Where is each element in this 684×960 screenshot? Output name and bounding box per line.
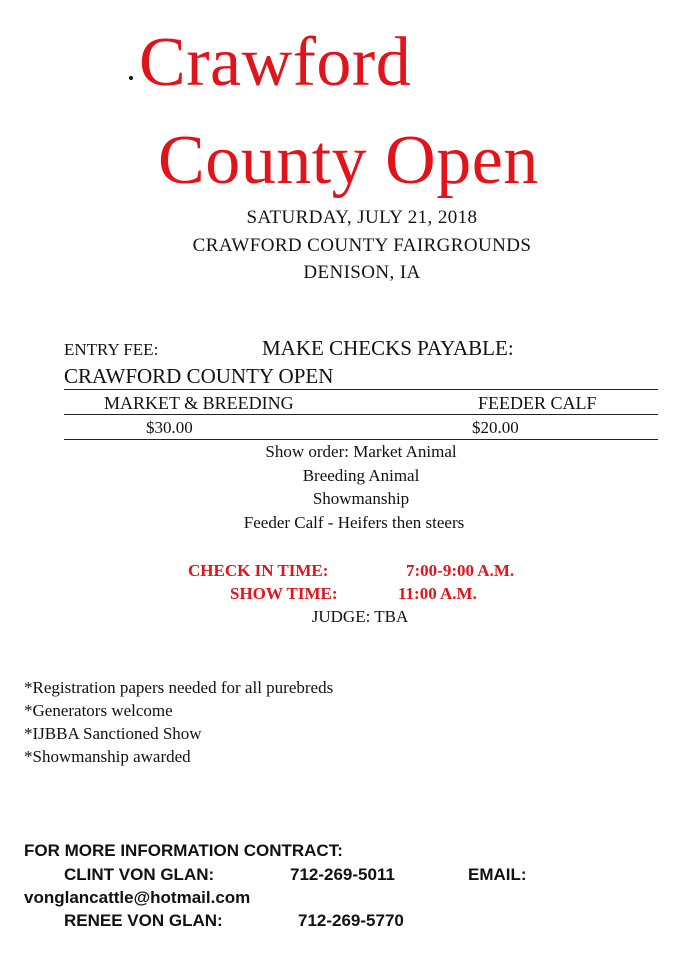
- note-item: *Registration papers needed for all purebreds: [24, 678, 334, 697]
- judge: JUDGE: TBA: [311, 607, 409, 626]
- title-line-1: Crawford: [139, 24, 412, 101]
- table-rule-top: [64, 389, 658, 390]
- event-venue: CRAWFORD COUNTY FAIRGROUNDS: [192, 235, 532, 256]
- show-order-line-1: Show order: Market Animal: [265, 442, 457, 461]
- contact-heading: FOR MORE INFORMATION CONTRACT:: [24, 841, 343, 860]
- event-date: SATURDAY, JULY 21, 2018: [246, 207, 478, 228]
- contact-person-2-phone: 712-269-5770: [298, 911, 404, 930]
- contact-person-1-phone: 712-269-5011: [290, 865, 395, 884]
- show-order-line-3: Showmanship: [312, 489, 410, 508]
- payable-label: MAKE CHECKS PAYABLE:: [262, 336, 514, 360]
- table-rule-middle: [64, 414, 658, 415]
- show-order-line-2: Breeding Animal: [302, 466, 420, 485]
- fee-column-market-breeding: MARKET & BREEDING: [104, 393, 294, 413]
- event-city: DENISON, IA: [303, 262, 421, 283]
- fee-price-feeder-calf: $20.00: [472, 418, 519, 437]
- title-line-2: County Open: [158, 122, 539, 199]
- fee-column-feeder-calf: FEEDER CALF: [478, 393, 597, 413]
- contact-person-2-name: RENEE VON GLAN:: [64, 911, 223, 930]
- check-in-time: 7:00-9:00 A.M.: [406, 561, 515, 580]
- table-rule-bottom: [64, 439, 658, 440]
- note-item: *Generators welcome: [24, 701, 173, 720]
- note-item: *IJBBA Sanctioned Show: [24, 724, 202, 743]
- check-in-label: CHECK IN TIME:: [188, 561, 329, 580]
- entry-fee-label: ENTRY FEE:: [64, 340, 159, 359]
- contact-email[interactable]: vonglancattle@hotmail.com: [24, 888, 251, 907]
- note-item: *Showmanship awarded: [24, 747, 191, 766]
- show-order-line-4: Feeder Calf - Heifers then steers: [243, 513, 465, 532]
- bullet-dot: [129, 76, 133, 80]
- show-time-label: SHOW TIME:: [230, 584, 338, 603]
- email-label: EMAIL:: [468, 865, 527, 884]
- contact-person-1-name: CLINT VON GLAN:: [64, 865, 215, 884]
- show-time: 11:00 A.M.: [398, 584, 477, 603]
- payable-to: CRAWFORD COUNTY OPEN: [64, 364, 334, 388]
- fee-price-market-breeding: $30.00: [146, 418, 193, 437]
